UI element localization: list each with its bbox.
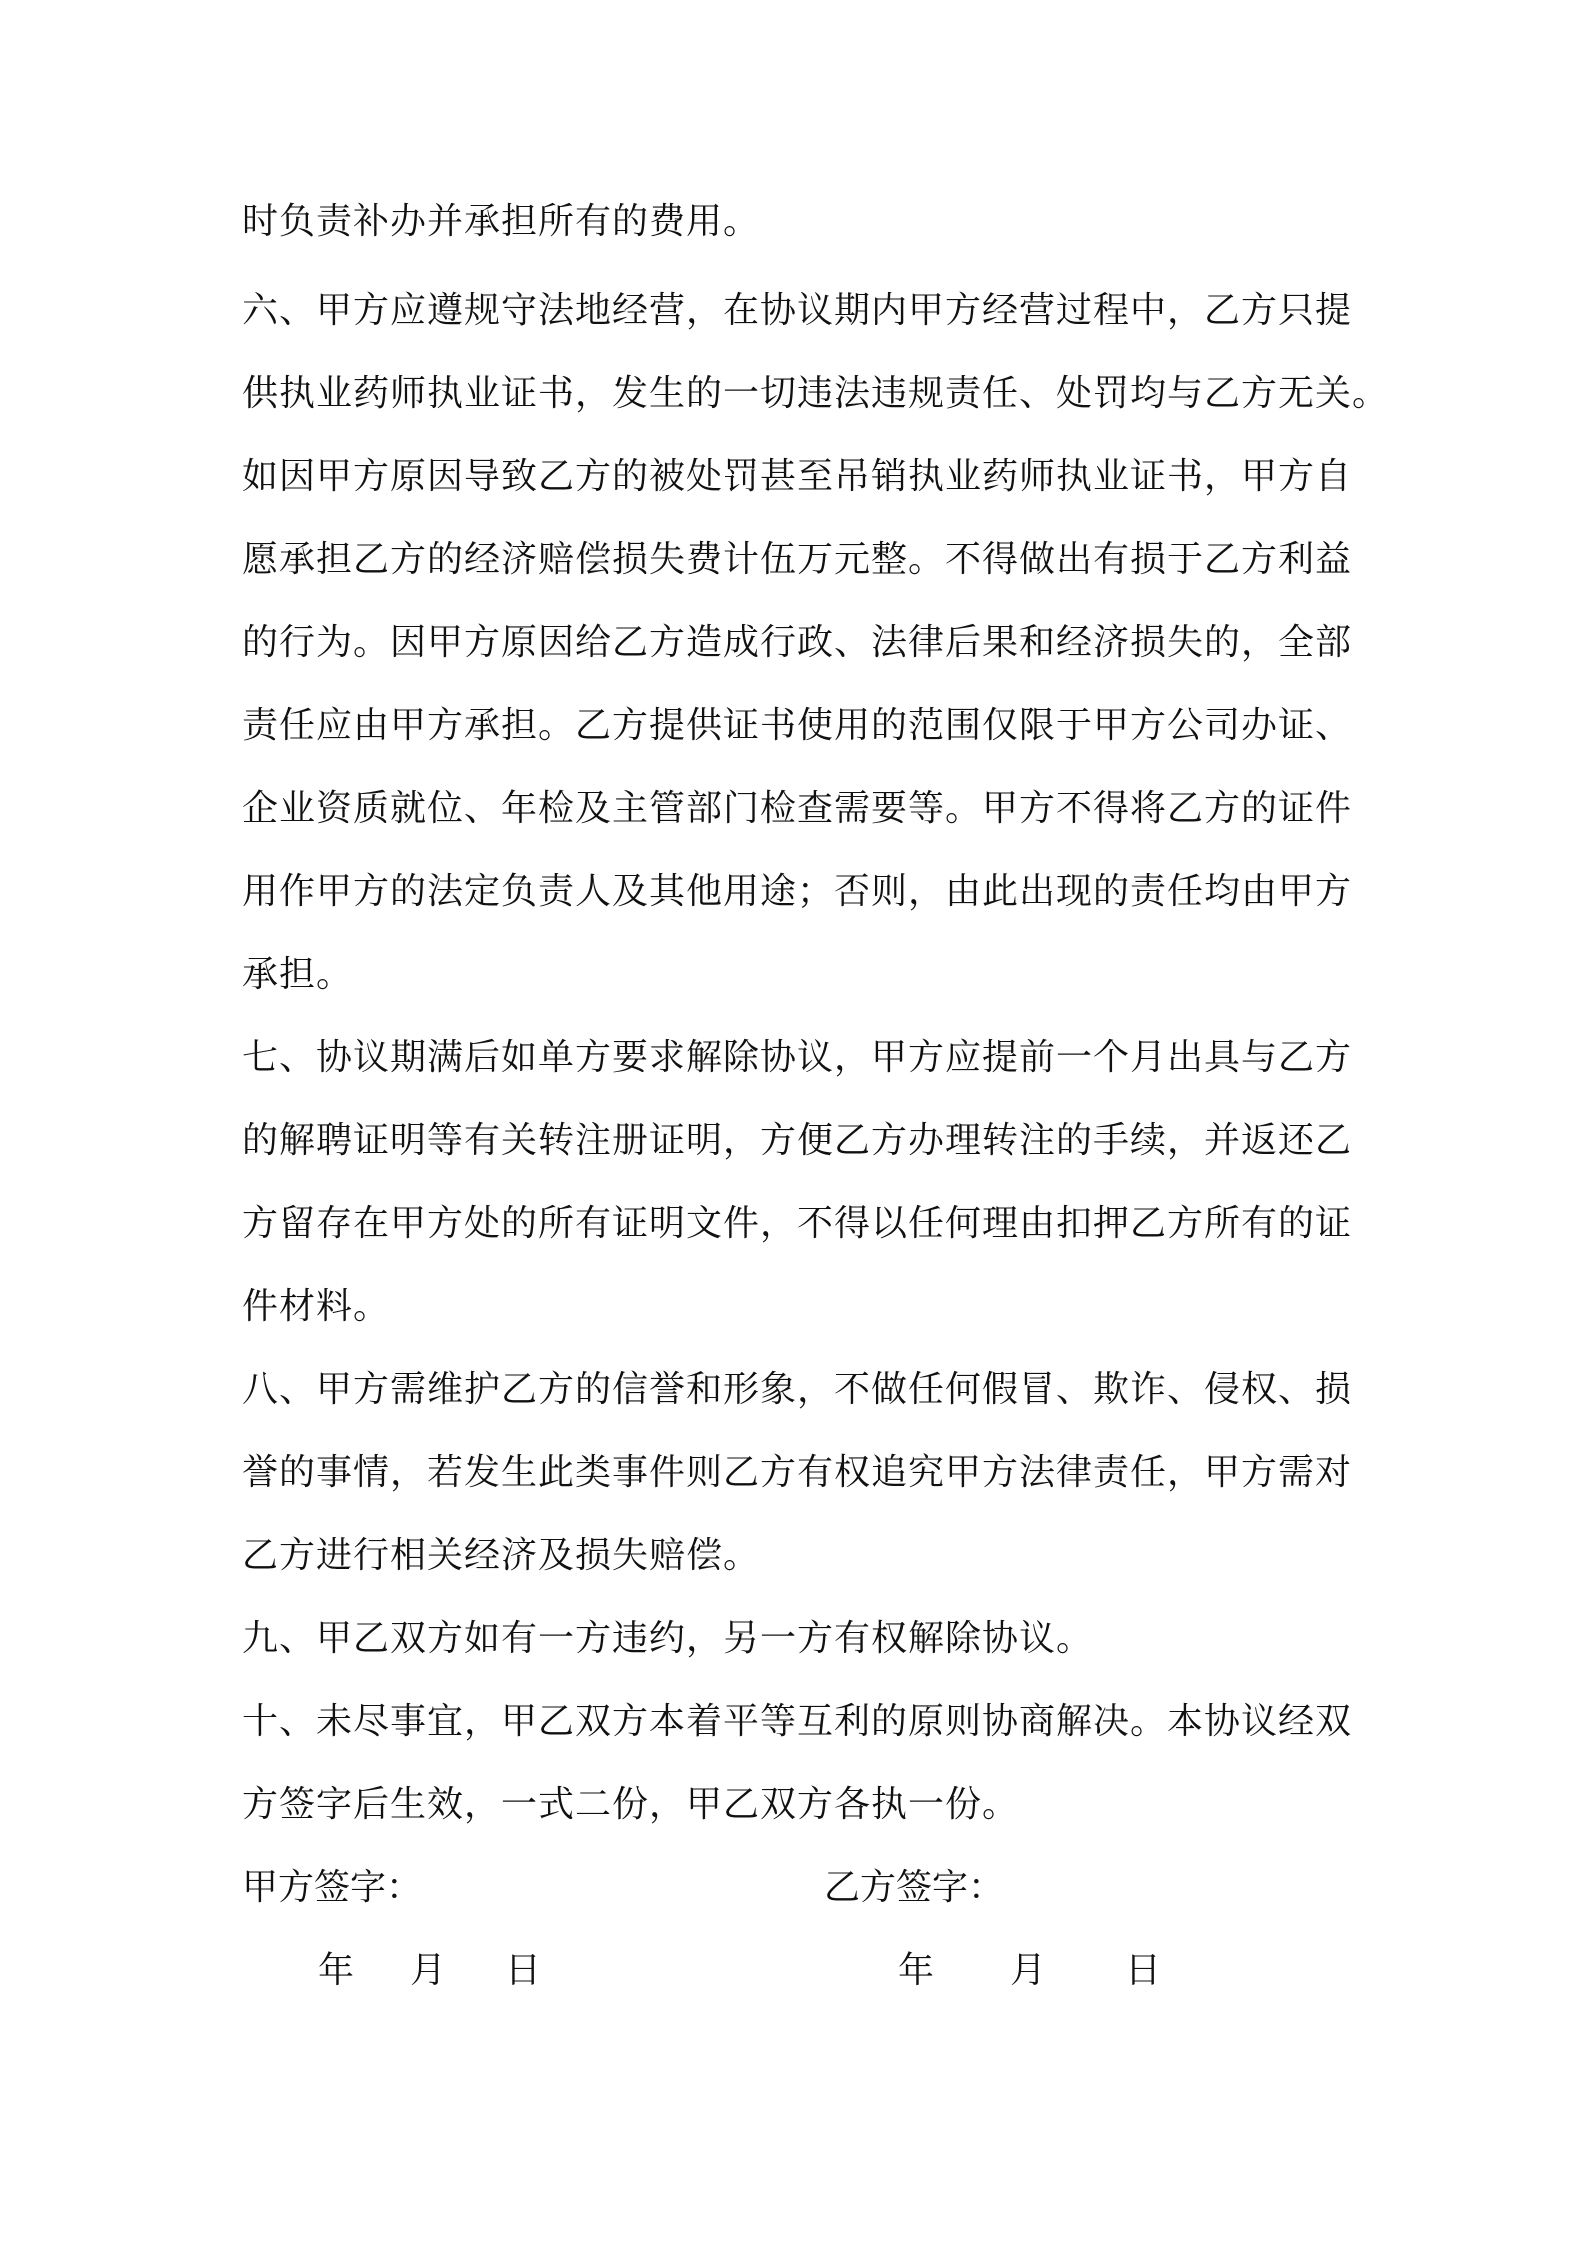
text-line: 方留存在甲方处的所有证明文件，不得以任何理由扣押乙方所有的证 bbox=[242, 1203, 1353, 1244]
text-line: 用作甲方的法定负责人及其他用途；否则，由此出现的责任均由甲方 bbox=[242, 871, 1353, 912]
text-line: 誉的事情，若发生此类事件则乙方有权追究甲方法律责任，甲方需对 bbox=[242, 1452, 1353, 1493]
text-line: 责任应由甲方承担。乙方提供证书使用的范围仅限于甲方公司办证、 bbox=[242, 705, 1353, 746]
party-a-day: 日 bbox=[505, 1950, 542, 1991]
text-line: 愿承担乙方的经济赔偿损失费计伍万元整。不得做出有损于乙方利益 bbox=[242, 539, 1353, 580]
party-b-day: 日 bbox=[1125, 1950, 1162, 1991]
text-line: 九、甲乙双方如有一方违约，另一方有权解除协议。 bbox=[242, 1618, 1094, 1659]
party-b-month: 月 bbox=[1010, 1950, 1047, 1991]
text-line: 时负责补办并承担所有的费用。 bbox=[242, 201, 761, 242]
text-line: 十、未尽事宜，甲乙双方本着平等互利的原则协商解决。本协议经双 bbox=[242, 1701, 1353, 1742]
text-line: 方签字后生效，一式二份，甲乙双方各执一份。 bbox=[242, 1784, 1020, 1825]
party-a-month: 月 bbox=[410, 1950, 447, 1991]
party-b-signature-label: 乙方签字： bbox=[824, 1867, 1005, 1908]
party-a-signature-label: 甲方签字： bbox=[242, 1867, 423, 1908]
text-line: 企业资质就位、年检及主管部门检查需要等。甲方不得将乙方的证件 bbox=[242, 788, 1353, 829]
party-b-year: 年 bbox=[898, 1950, 935, 1991]
text-line: 如因甲方原因导致乙方的被处罚甚至吊销执业药师执业证书，甲方自 bbox=[242, 456, 1353, 497]
text-line: 七、协议期满后如单方要求解除协议，甲方应提前一个月出具与乙方 bbox=[242, 1037, 1353, 1078]
text-line: 的行为。因甲方原因给乙方造成行政、法律后果和经济损失的，全部 bbox=[242, 622, 1353, 663]
text-line: 件材料。 bbox=[242, 1286, 391, 1327]
text-line: 六、甲方应遵规守法地经营，在协议期内甲方经营过程中，乙方只提 bbox=[242, 290, 1353, 331]
text-line: 供执业药师执业证书，发生的一切违法违规责任、处罚均与乙方无关。 bbox=[242, 373, 1390, 414]
text-line: 的解聘证明等有关转注册证明，方便乙方办理转注的手续，并返还乙 bbox=[242, 1120, 1353, 1161]
text-line: 八、甲方需维护乙方的信誉和形象，不做任何假冒、欺诈、侵权、损 bbox=[242, 1369, 1353, 1410]
text-line: 承担。 bbox=[242, 954, 354, 995]
text-line: 乙方进行相关经济及损失赔偿。 bbox=[242, 1535, 761, 1576]
party-a-year: 年 bbox=[318, 1950, 355, 1991]
